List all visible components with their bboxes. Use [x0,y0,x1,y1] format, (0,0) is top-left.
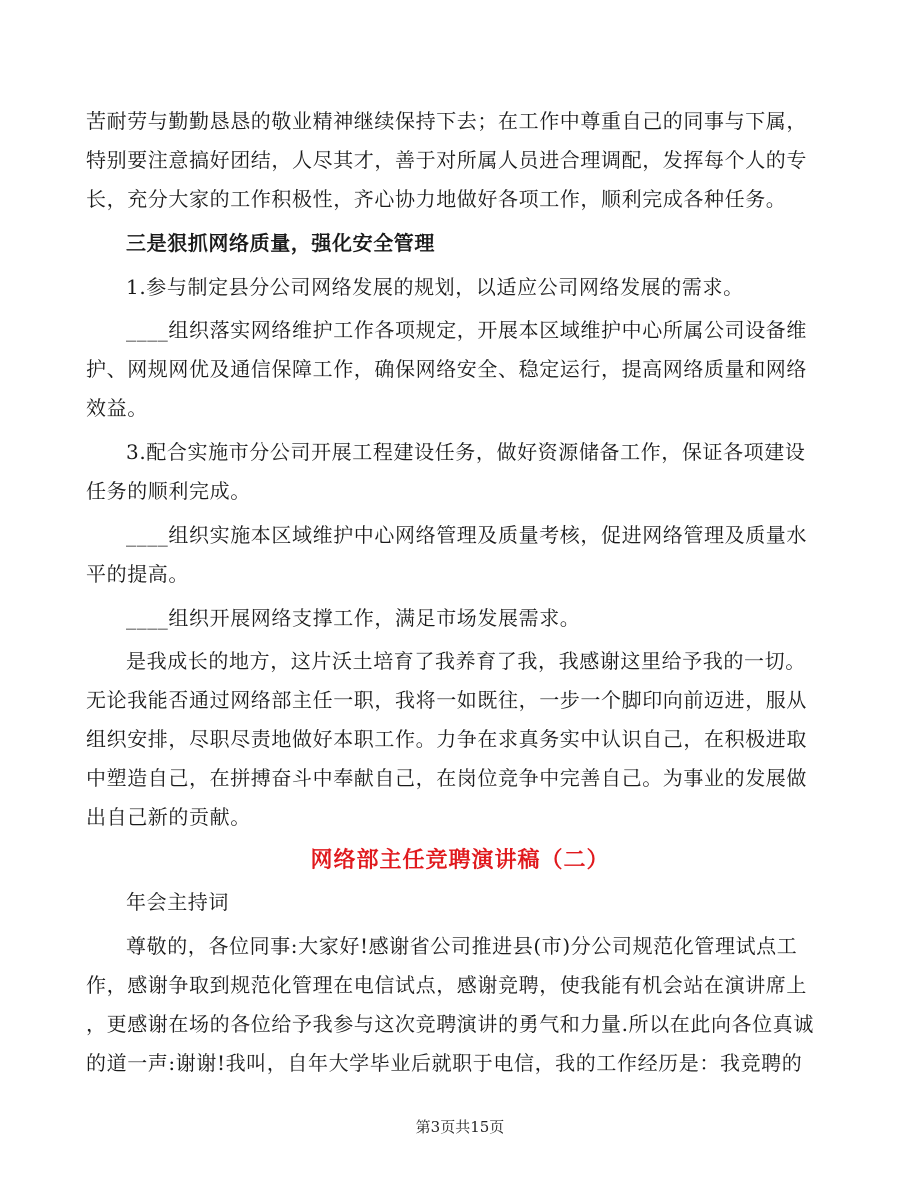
section-heading: 三是狠抓网络质量，强化安全管理 [126,231,435,255]
paragraph-line: 护、网规网优及通信保障工作，确保网络安全、稳定运行，提高网络质量和网络 [86,357,807,381]
paragraph-line: 长，充分大家的工作积极性，齐心协力地做好各项工作，顺利完成各种任务。 [86,187,787,211]
paragraph-line: 年会主持词 [126,890,229,914]
paragraph-line: 平的提高。 [86,562,189,586]
paragraph-line: 组织安排，尽职尽责地做好本职工作。力争在求真务实中认识自己，在积极进取 [86,727,807,751]
paragraph-line: 任务的顺利完成。 [86,479,251,503]
paragraph-line: ，更感谢在场的各位给予我参与这次竞聘演讲的勇气和力量.所以在此向各位真诚 [86,1012,814,1036]
paragraph-line: ____组织开展网络支撑工作，满足市场发展需求。 [126,606,581,630]
paragraph-line: 无论我能否通过网络部主任一职，我将一如既往，一步一个脚印向前迈进，服从 [86,688,807,712]
paragraph-line: ____组织实施本区域维护中心网络管理及质量考核，促进网络管理及质量水 [126,523,807,547]
paragraph-line: 特别要注意搞好团结，人尽其才，善于对所属人员进合理调配，发挥每个人的专 [86,148,807,172]
paragraph-line: ____组织落实网络维护工作各项规定，开展本区域维护中心所属公司设备维 [126,318,807,342]
paragraph-line: 效益。 [86,396,148,420]
paragraph-line: 的道一声:谢谢!我叫，自年大学毕业后就职于电信，我的工作经历是：我竞聘的 [86,1051,803,1075]
page-number: 第3页共15页 [415,1118,505,1136]
paragraph-line: 中塑造自己，在拼搏奋斗中奉献自己，在岗位竞争中完善自己。为事业的发展做 [86,766,807,790]
paragraph-line: 是我成长的地方，这片沃土培育了我养育了我，我感谢这里给予我的一切。 [126,649,806,673]
paragraph-line: 3.配合实施市分公司开展工程建设任务，做好资源储备工作，保证各项建设 [126,440,806,464]
paragraph-line: 出自己新的贡献。 [86,805,251,829]
paragraph-line: 苦耐劳与勤勤恳恳的敬业精神继续保持下去；在工作中尊重自己的同事与下属， [86,109,807,133]
paragraph-line: 1.参与制定县分公司网络发展的规划，以适应公司网络发展的需求。 [126,275,744,299]
paragraph-line: 尊敬的，各位同事:大家好!感谢省公司推进县(市)分公司规范化管理试点工 [126,934,798,958]
section-title: 网络部主任竞聘演讲稿（二） [310,847,610,873]
paragraph-line: 作，感谢争取到规范化管理在电信试点，感谢竞聘，使我能有机会站在演讲席上 [86,973,807,997]
